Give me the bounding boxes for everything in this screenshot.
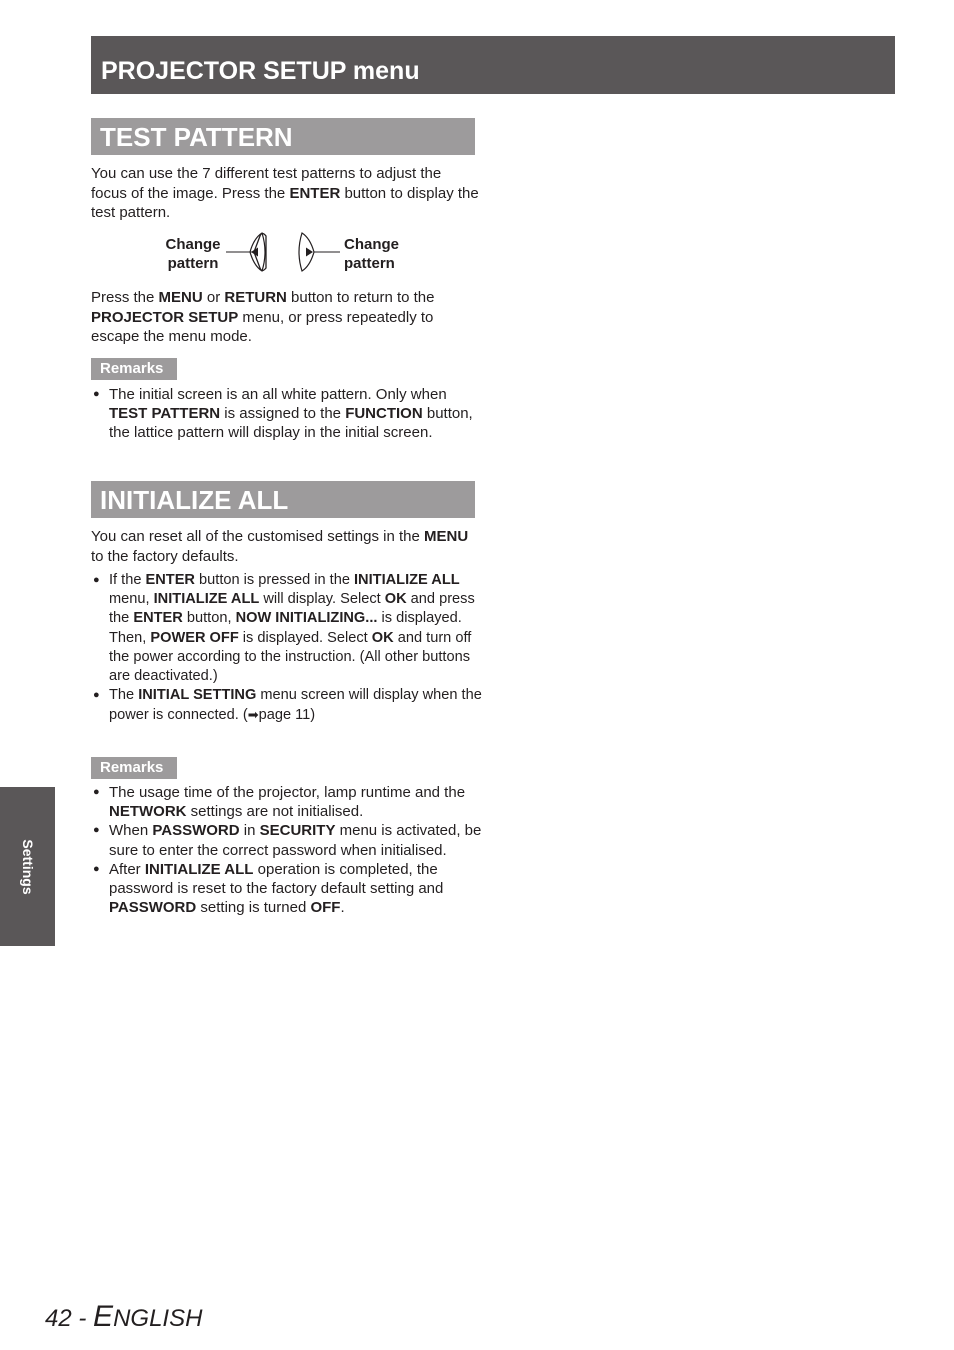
- list-item: ● If the ENTER button is pressed in the INITIALIZE ALL menu, INITIALIZE ALL will display. Select OK and press the ENTER button, NOW INITIALIZING... is displayed. Then, POWER OFF is displayed. Select OK and turn off the power according to the instruction. (All other buttons are deactivated.): [91, 571, 483, 686]
- test-pattern-intro: You can use the 7 different test patterns to adjust the focus of the image. Press the ENTER button to display the test pattern.: [91, 165, 479, 221]
- footer-lang-rest: NGLISH: [113, 1305, 203, 1332]
- nav-left-label: Change pattern: [165, 236, 221, 272]
- list-item: ● The INITIAL SETTING menu screen will display when the power is connected. (➡page 11): [91, 686, 483, 725]
- footer-lang-first: E: [93, 1300, 114, 1333]
- left-arrow-button-icon: [250, 233, 266, 271]
- page-ref-arrow-icon: ➡: [247, 707, 259, 723]
- initialize-all-bullets: [91, 571, 483, 726]
- footer-separator: -: [78, 1305, 87, 1332]
- initialize-all-intro: You can reset all of the customised settings in the MENU to the factory defaults.: [91, 528, 469, 565]
- nav-buttons-graphic: [224, 228, 344, 278]
- test-pattern-heading: TEST PATTERN: [100, 122, 293, 152]
- list-item: ● When PASSWORD in SECURITY menu is activated, be sure to enter the correct password when initialised.: [91, 821, 483, 859]
- list-item: ● The usage time of the projector, lamp runtime and the NETWORK settings are not initialised.: [91, 783, 483, 821]
- page-header: [91, 36, 895, 94]
- list-item: ● The initial screen is an all white pattern. Only when TEST PATTERN is assigned to the FUNCTION button, the lattice pattern will display in the initial screen.: [91, 385, 483, 443]
- remarks-label-initialize-all: Remarks: [91, 757, 177, 779]
- remarks-label-test-pattern: Remarks: [91, 358, 177, 380]
- right-arrow-button-icon: [299, 233, 314, 271]
- side-tab-label: Settings: [19, 838, 36, 895]
- initialize-all-remarks: [91, 783, 483, 917]
- section-title-test-pattern: [91, 118, 475, 155]
- test-pattern-return-text: Press the MENU or RETURN button to return to the PROJECTOR SETUP menu, or press repeatedly to escape the menu mode.: [91, 289, 435, 345]
- list-item: ● After INITIALIZE ALL operation is completed, the password is reset to the factory default setting and PASSWORD setting is turned OFF.: [91, 860, 483, 918]
- page-number: 42: [45, 1305, 72, 1332]
- page-header-title: PROJECTOR SETUP menu: [101, 57, 420, 85]
- test-pattern-remarks: [91, 385, 483, 443]
- section-title-initialize-all: [91, 481, 475, 518]
- nav-right-label: Change pattern: [344, 236, 400, 272]
- page-footer: [45, 1300, 202, 1334]
- side-tab-settings[interactable]: [0, 787, 55, 946]
- initialize-all-heading: INITIALIZE ALL: [100, 485, 289, 515]
